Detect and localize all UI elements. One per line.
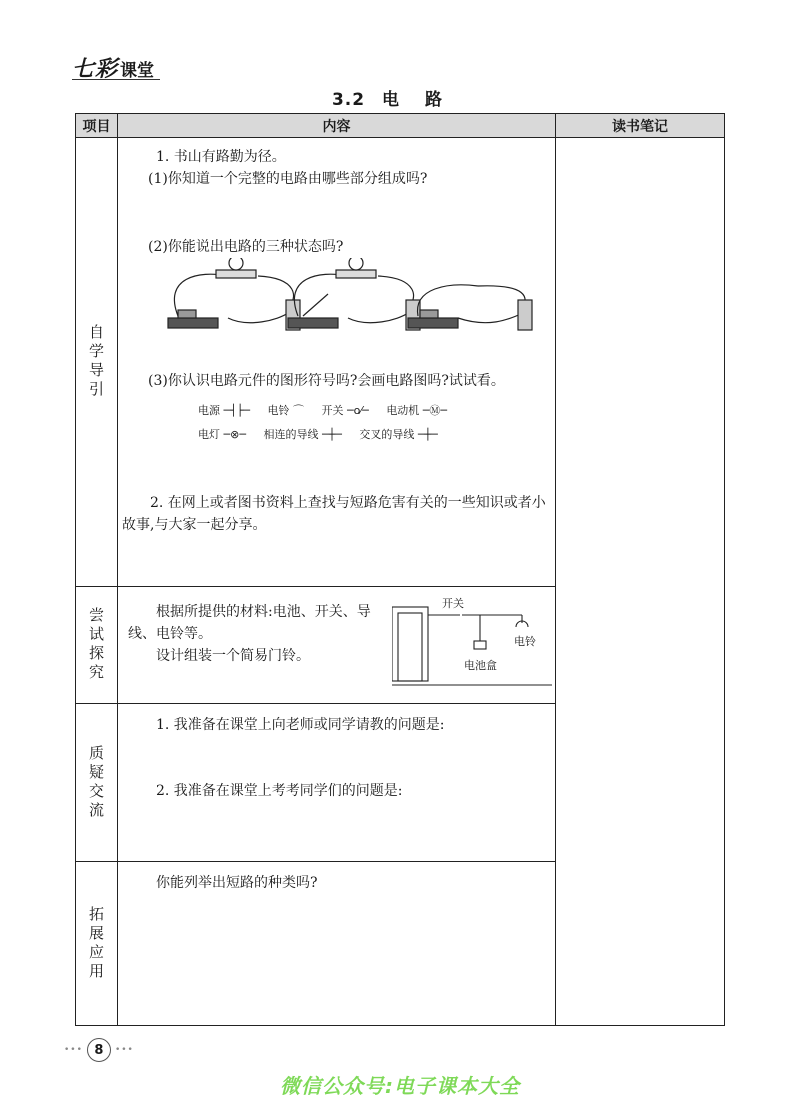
row-label-extend: 拓展应用 xyxy=(76,862,118,1026)
question-content xyxy=(118,704,556,862)
section-number: 3.2 xyxy=(331,90,366,110)
extend-q1: 你能列举出短路的种类吗? xyxy=(156,875,318,891)
brand-course-text: 课堂 xyxy=(120,61,155,81)
brand-logo-text: 七彩 xyxy=(72,56,119,82)
diagram-battery-label: 电池盒 xyxy=(464,659,497,672)
page-title xyxy=(0,85,800,110)
symbol-motor: 电动机 ─Ⓜ─ xyxy=(386,404,448,417)
page-number-badge: ••• 8 ••• xyxy=(64,1038,134,1062)
symbol-legend xyxy=(118,402,549,442)
circuit-states-illustration xyxy=(158,258,578,358)
watermark: 微信公众号:电子课本大全 xyxy=(280,1074,520,1098)
page-number: 8 xyxy=(87,1038,111,1062)
question-q1: 1. 我准备在课堂上向老师或同学请教的问题是: xyxy=(156,717,445,733)
symbol-connected: 相连的导线 ─┼─ xyxy=(263,428,342,441)
notes-column[interactable] xyxy=(556,138,725,1026)
q1-text: 1. 书山有路勤为径。 xyxy=(156,149,286,165)
brand-logo xyxy=(72,52,154,82)
question-q2: 2. 我准备在课堂上考考同学们的问题是: xyxy=(156,783,403,799)
symbol-power: 电源 ─┤├─ xyxy=(198,404,250,417)
row-label-self-study: 自学导引 xyxy=(76,138,118,587)
q1c-text: (3)你认识电路元件的图形符号吗?会画电路图吗?试试看。 xyxy=(148,373,505,389)
explore-content xyxy=(118,587,556,704)
header-content: 内容 xyxy=(118,114,556,138)
q2-text: 2. 在网上或者图书资料上查找与短路危害有关的一些知识或者小故事,与大家一起分享。 xyxy=(122,495,546,533)
explore-text1: 根据所提供的材料:电池、开关、导线、电铃等。 xyxy=(128,604,371,642)
row-label-explore: 尝试探究 xyxy=(76,587,118,704)
study-table xyxy=(75,113,725,1026)
diagram-bell-label: 电铃 xyxy=(514,635,536,648)
symbol-switch: 开关 ─o⁄─ xyxy=(321,404,369,417)
row-label-question: 质疑交流 xyxy=(76,704,118,862)
header-notes: 读书笔记 xyxy=(556,114,725,138)
diagram-switch-label: 开关 xyxy=(442,597,464,610)
self-study-content xyxy=(118,138,556,587)
symbol-lamp: 电灯 ─⊗─ xyxy=(198,428,246,441)
section-title: 电路 xyxy=(382,90,469,110)
brand-underline xyxy=(72,79,160,80)
header-project: 项目 xyxy=(76,114,118,138)
extend-content xyxy=(118,862,556,1026)
q1a-text: (1)你知道一个完整的电路由哪些部分组成吗? xyxy=(148,171,428,187)
doorbell-diagram xyxy=(392,597,552,691)
q1b-text: (2)你能说出电路的三种状态吗? xyxy=(148,239,344,255)
symbol-crossed: 交叉的导线 ─┼─ xyxy=(359,428,438,441)
symbol-bell: 电铃 ⌒ xyxy=(267,404,304,417)
explore-text2: 设计组装一个简易门铃。 xyxy=(156,648,310,664)
